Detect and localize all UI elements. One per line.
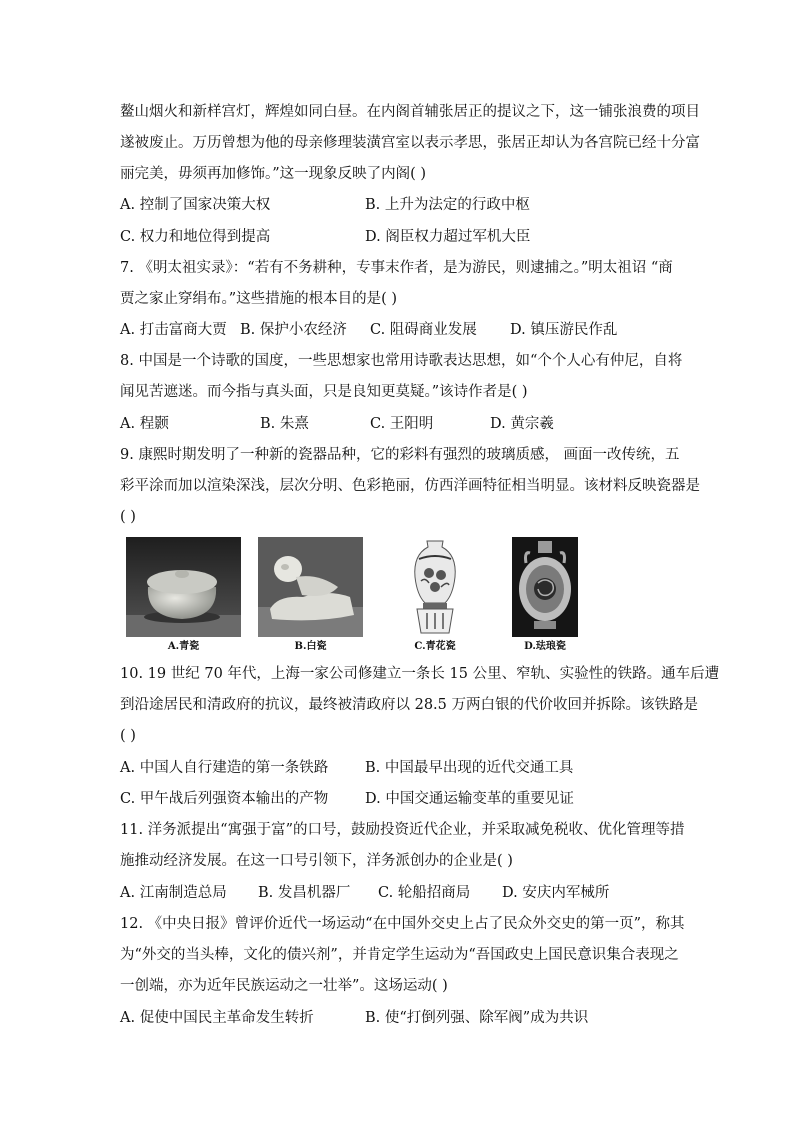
q7-text-line-1: 7. 《明太祖实录》：“若有不务耕种，专事末作者，是为游民，则逮捕之。”明太祖诏 “商 (120, 260, 673, 276)
q9-caption-c: C.青花瓷 (414, 641, 456, 652)
q10-option-d: D. 中国交通运输变革的重要见证 (365, 791, 574, 807)
q6-text-line-1: 鳌山烟火和新样宫灯，辉煌如同白昼。在内阁首辅张居正的提议之下，这一铺张浪费的项目 (120, 104, 700, 120)
q11-text-line-2: 施推动经济发展。在这一口号引领下，洋务派创办的企业是( ) (120, 853, 513, 869)
q9-image-d (512, 537, 578, 652)
q11-option-b: B. 发昌机器厂 (258, 885, 351, 901)
q6-option-c: C. 权力和地位得到提高 (120, 229, 271, 245)
q9-text-line-1: 9. 康熙时期发明了一种新的瓷器品种，它的彩料有强烈的玻璃质感， 画面一改传统，五 (120, 447, 680, 463)
q8-option-d: D. 黄宗羲 (490, 416, 554, 432)
q11-text-line-1: 11. 洋务派提出“寓强于富”的口号，鼓励投资近代企业，并采取减免税收、优化管理等措 (120, 822, 685, 838)
q11-option-c: C. 轮船招商局 (378, 885, 471, 901)
enamel-flask-icon (512, 537, 578, 637)
q7-option-c: C. 阻碍商业发展 (370, 322, 477, 338)
q7-option-b: B. 保护小农经济 (240, 322, 347, 338)
q9-image-b (258, 537, 363, 652)
q10-options-row-2 (120, 789, 680, 809)
q9-image-a (126, 537, 241, 652)
q6-option-b: B. 上升为法定的行政中枢 (365, 197, 530, 213)
q10-text-line-3: ( ) (120, 728, 136, 744)
q9-text-line-3: ( ) (120, 509, 136, 525)
celadon-jar-icon (126, 537, 241, 637)
q11-option-a: A. 江南制造总局 (120, 885, 227, 901)
q11-option-d: D. 安庆内军械所 (502, 885, 610, 901)
q11-options-row (120, 883, 680, 903)
q9-image-c (405, 537, 465, 652)
q7-options-row (120, 320, 680, 340)
q8-options-row (120, 414, 680, 434)
q10-option-a: A. 中国人自行建造的第一条铁路 (120, 760, 329, 776)
q7-option-d: D. 镇压游民作乱 (510, 322, 618, 338)
q10-options-row-1 (120, 758, 680, 778)
q12-text-line-2: 为“外交的当头棒，文化的债兴剂”，并肯定学生运动为“吾国政史上国民意识集合表现之 (120, 947, 679, 963)
q8-text-line-2: 闻见苦遮迷。而今指与真头面，只是良知更莫疑。”该诗作者是( ) (120, 384, 528, 400)
q8-option-b: B. 朱熹 (260, 416, 309, 432)
q7-option-a: A. 打击富商大贾 (120, 322, 227, 338)
q6-text-line-2: 遂被废止。万历曾想为他的母亲修理装潢宫室以表示孝思，张居正却认为各宫院已经十分富 (120, 135, 700, 151)
q12-option-b: B. 使“打倒列强、除军阀”成为共识 (365, 1010, 589, 1026)
q7-text-line-2: 贾之家止穿绢布。”这些措施的根本目的是( ) (120, 291, 398, 307)
q12-text-line-1: 12. 《中央日报》曾评价近代一场运动“在中国外交史上占了民众外交史的第一页”，称其 (120, 916, 685, 932)
q8-text-line-1: 8. 中国是一个诗歌的国度，一些思想家也常用诗歌表达思想，如“个个人心有仲尼，自将 (120, 353, 683, 369)
q9-caption-d: D.珐琅瓷 (524, 641, 566, 652)
q10-option-b: B. 中国最早出现的近代交通工具 (365, 760, 574, 776)
q8-option-c: C. 王阳明 (370, 416, 434, 432)
q6-option-d: D. 阁臣权力超过军机大臣 (365, 229, 531, 245)
q6-options-row-1 (120, 195, 680, 215)
q6-text-line-3: 丽完美，毋须再加修饰。”这一现象反映了内阁( ) (120, 166, 427, 182)
white-porcelain-pillow-icon (258, 537, 363, 637)
blue-white-vase-icon (405, 537, 465, 637)
q12-option-a: A. 促使中国民主革命发生转折 (120, 1010, 314, 1026)
q6-option-a: A. 控制了国家决策大权 (120, 197, 271, 213)
q9-caption-b: B.白瓷 (294, 641, 327, 652)
q9-caption-a: A.青瓷 (167, 641, 200, 652)
q10-text-line-1: 10. 19 世纪 70 年代，上海一家公司修建立一条长 15 公里、窄轨、实验性的铁路。通车后遭 (120, 666, 720, 682)
q12-text-line-3: 一创端，亦为近年民族运动之一壮举”。这场运动( ) (120, 978, 448, 994)
q8-option-a: A. 程颢 (120, 416, 169, 432)
q12-options-row (120, 1008, 680, 1028)
q6-options-row-2 (120, 227, 680, 247)
q10-option-c: C. 甲午战后列强资本输出的产物 (120, 791, 329, 807)
q10-text-line-2: 到沿途居民和清政府的抗议，最终被清政府以 28.5 万两白银的代价收回并拆除。该铁路是 (120, 697, 698, 713)
q9-text-line-2: 彩平涂而加以渲染深浅，层次分明、色彩艳丽，仿西洋画特征相当明显。该材料反映瓷器是 (120, 478, 700, 494)
